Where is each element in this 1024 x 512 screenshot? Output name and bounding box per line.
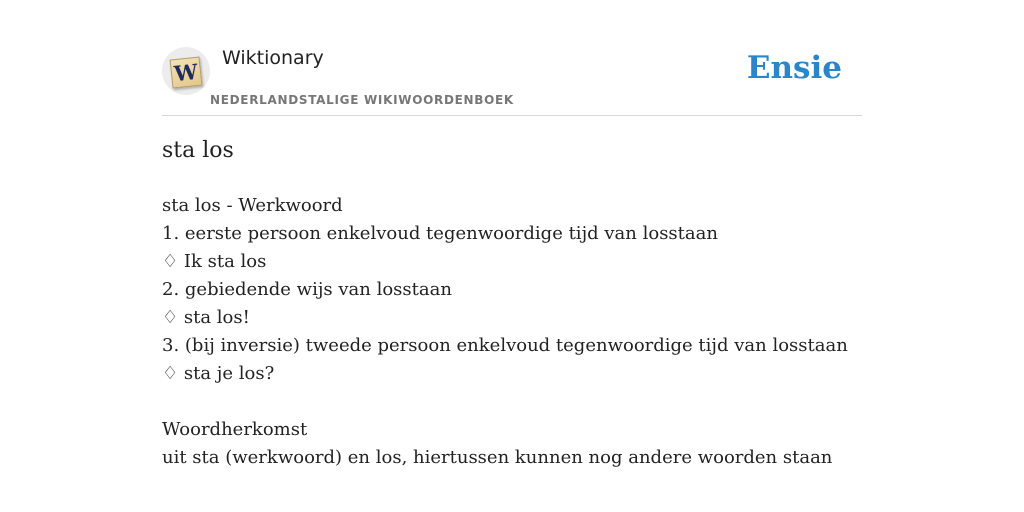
etymology-text: uit sta (werkwoord) en los, hiertussen kunnen nog andere woorden staan <box>162 447 833 468</box>
site-tagline: NEDERLANDSTALIGE WIKIWOORDENBOEK <box>210 93 514 107</box>
sense-1-example: ♢ Ik sta los <box>162 251 267 272</box>
logo-letter: W <box>172 58 200 87</box>
etymology-heading: Woordherkomst <box>162 419 308 440</box>
page-title: sta los <box>162 138 234 163</box>
section-spacer <box>162 388 862 416</box>
definition-heading: sta los - Werkwoord <box>162 195 343 216</box>
sense-2-example: ♢ sta los! <box>162 307 250 328</box>
sense-3-text: 3. (bij inversie) tweede persoon enkelvoud tegenwoordige tijd van losstaan <box>162 335 848 356</box>
site-header <box>162 44 862 116</box>
wiktionary-logo[interactable] <box>162 47 210 95</box>
site-name[interactable]: Wiktionary <box>222 47 324 69</box>
sense-1-text: 1. eerste persoon enkelvoud tegenwoordige tijd van losstaan <box>162 223 718 244</box>
ensie-brand-link[interactable]: Ensie <box>746 50 842 86</box>
sense-3-example: ♢ sta je los? <box>162 363 275 384</box>
sense-2-text: 2. gebiedende wijs van losstaan <box>162 279 452 300</box>
scrabble-tile-icon <box>170 57 203 89</box>
definition-content <box>162 192 862 472</box>
